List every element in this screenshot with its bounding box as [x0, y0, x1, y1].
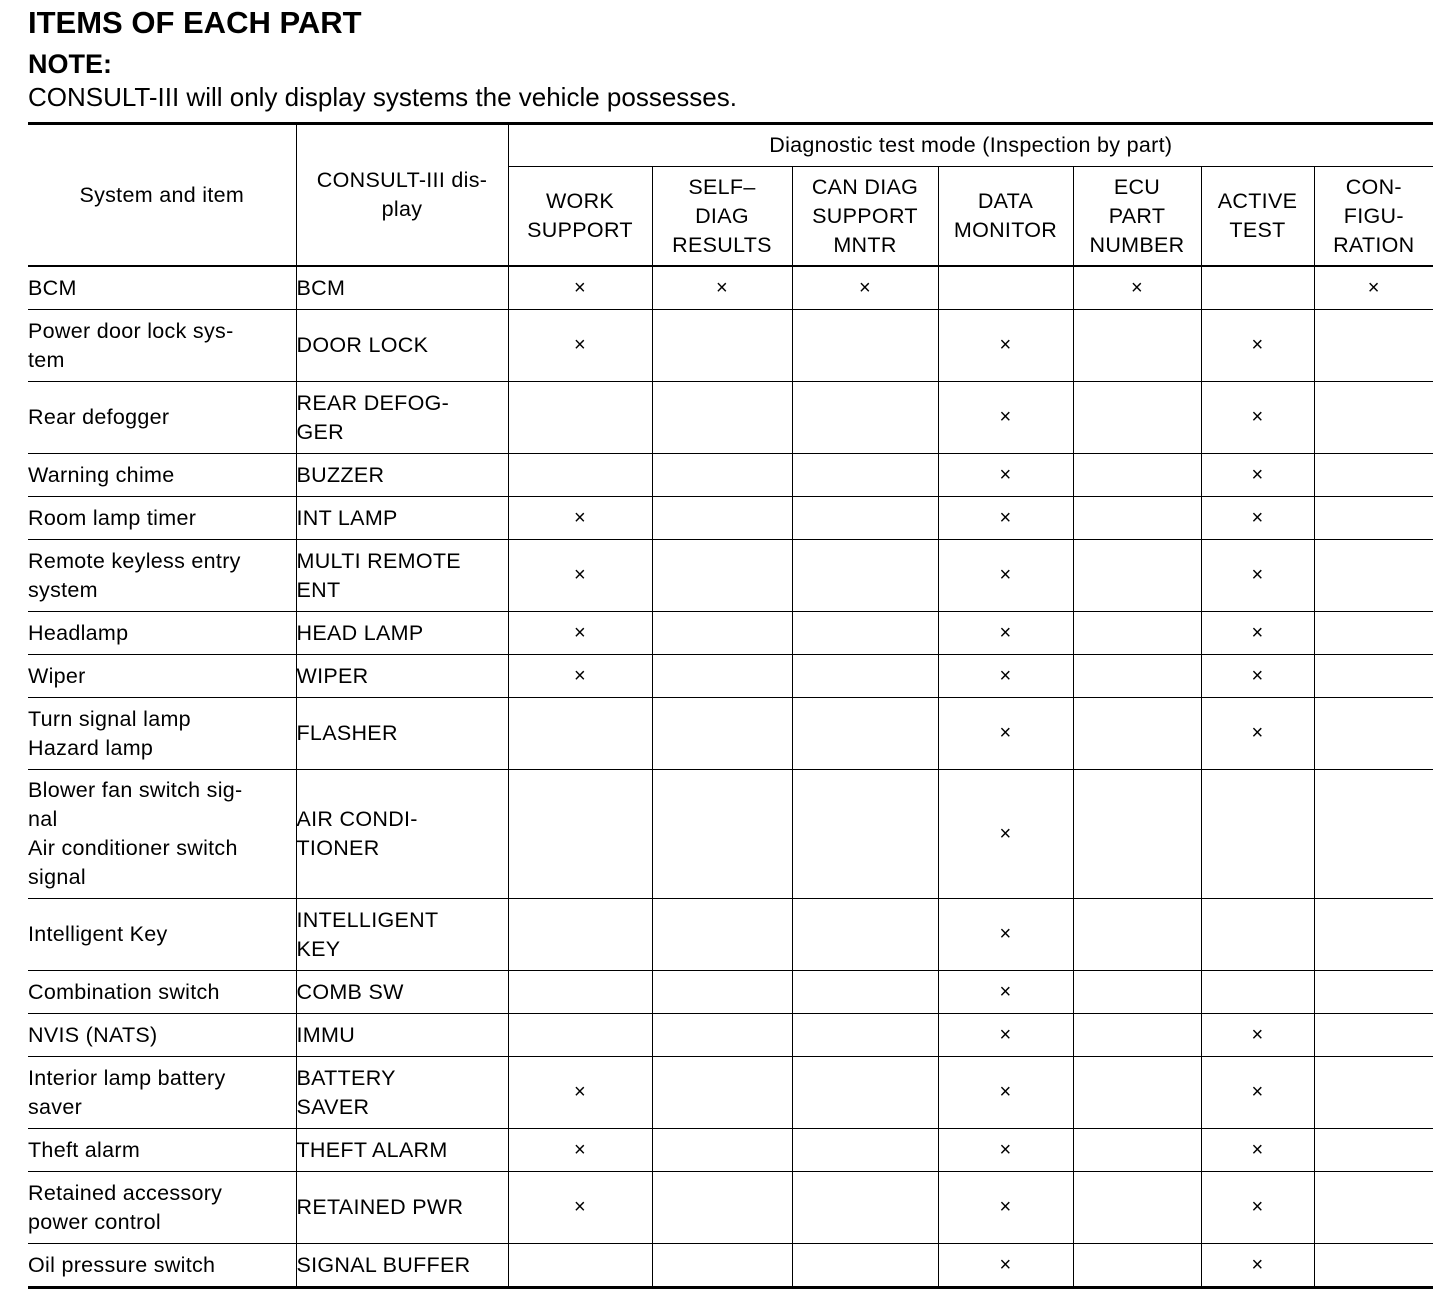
mark-cell-self-diag-results [652, 266, 792, 310]
mark-cell-active-test [1201, 612, 1314, 655]
mark-cell-configuration [1314, 310, 1433, 382]
supported-mark: × [1367, 276, 1380, 299]
supported-mark: × [859, 276, 871, 299]
mark-cell-ecu-part-number [1073, 266, 1201, 310]
mark-cell-configuration [1314, 266, 1433, 310]
mark-cell-data-monitor [938, 899, 1073, 971]
table-row [28, 382, 1433, 454]
consult-display-cell: RETAINED PWR [296, 1172, 508, 1244]
supported-mark: × [999, 822, 1012, 845]
mark-cell-can-diag-support-mntr [792, 266, 938, 310]
mark-cell-data-monitor [938, 971, 1073, 1014]
consult-display-cell: DOOR LOCK [296, 310, 508, 382]
consult-display-cell: SIGNAL BUFFER [296, 1244, 508, 1288]
mark-cell-ecu-part-number [1073, 1244, 1201, 1288]
system-item-cell: Theft alarm [28, 1129, 296, 1172]
system-item-cell: BCM [28, 266, 296, 310]
mark-cell-self-diag-results [652, 1014, 792, 1057]
mark-cell-can-diag-support-mntr [792, 612, 938, 655]
table-row [28, 899, 1433, 971]
mark-cell-self-diag-results [652, 899, 792, 971]
system-item-cell: Combination switch [28, 971, 296, 1014]
supported-mark: × [716, 276, 728, 299]
mark-cell-work-support [508, 698, 652, 770]
mark-cell-work-support [508, 1244, 652, 1288]
supported-mark: × [574, 1138, 586, 1161]
mark-cell-active-test [1201, 266, 1314, 310]
page-title: ITEMS OF EACH PART [28, 5, 362, 40]
mark-cell-active-test [1201, 540, 1314, 612]
mark-cell-work-support [508, 310, 652, 382]
mark-cell-configuration [1314, 1129, 1433, 1172]
mark-cell-self-diag-results [652, 382, 792, 454]
mark-cell-self-diag-results [652, 1172, 792, 1244]
column-header-data-monitor: DATA MONITOR [938, 167, 1073, 267]
consult-display-cell: IMMU [296, 1014, 508, 1057]
mark-cell-ecu-part-number [1073, 540, 1201, 612]
consult-display-cell: FLASHER [296, 698, 508, 770]
mark-cell-data-monitor [938, 612, 1073, 655]
system-item-cell: Interior lamp battery saver [28, 1057, 296, 1129]
mark-cell-ecu-part-number [1073, 497, 1201, 540]
consult-display-cell: INT LAMP [296, 497, 508, 540]
supported-mark: × [574, 1081, 586, 1103]
column-header-ecu-part-number: ECU PART NUMBER [1073, 167, 1201, 267]
mark-cell-configuration [1314, 497, 1433, 540]
mark-cell-self-diag-results [652, 1129, 792, 1172]
mark-cell-data-monitor [938, 497, 1073, 540]
supported-mark: × [1251, 463, 1264, 486]
mark-cell-ecu-part-number [1073, 698, 1201, 770]
mark-cell-can-diag-support-mntr [792, 698, 938, 770]
table-row [28, 612, 1433, 655]
mark-cell-can-diag-support-mntr [792, 899, 938, 971]
mark-cell-data-monitor [938, 770, 1073, 899]
supported-mark: × [999, 980, 1012, 1003]
column-header-active-test: ACTIVE TEST [1201, 167, 1314, 267]
mark-cell-work-support [508, 655, 652, 698]
system-item-cell: Remote keyless entry system [28, 540, 296, 612]
supported-mark: × [999, 1081, 1012, 1103]
mark-cell-data-monitor [938, 382, 1073, 454]
system-item-cell: Headlamp [28, 612, 296, 655]
supported-mark: × [999, 923, 1012, 945]
mark-cell-data-monitor [938, 310, 1073, 382]
mark-cell-self-diag-results [652, 612, 792, 655]
mark-cell-data-monitor [938, 1244, 1073, 1288]
system-item-cell: Power door lock sys- tem [28, 310, 296, 382]
mark-cell-configuration [1314, 655, 1433, 698]
supported-mark: × [574, 664, 586, 687]
supported-mark: × [999, 621, 1012, 644]
consult-display-cell: HEAD LAMP [296, 612, 508, 655]
mark-cell-data-monitor [938, 698, 1073, 770]
column-header-system [28, 124, 296, 267]
table-row [28, 1172, 1433, 1244]
mark-cell-can-diag-support-mntr [792, 1172, 938, 1244]
mark-cell-self-diag-results [652, 1057, 792, 1129]
mark-cell-work-support [508, 1172, 652, 1244]
supported-mark: × [999, 1023, 1012, 1046]
note-label: NOTE: [28, 49, 112, 79]
mark-cell-configuration [1314, 1244, 1433, 1288]
table-row [28, 266, 1433, 310]
column-group-header: Diagnostic test mode (Inspection by part) [508, 124, 1433, 167]
mark-cell-can-diag-support-mntr [792, 1057, 938, 1129]
mark-cell-ecu-part-number [1073, 454, 1201, 497]
mark-cell-work-support [508, 540, 652, 612]
supported-mark: × [1251, 334, 1264, 356]
supported-mark: × [1251, 621, 1264, 644]
supported-mark: × [1251, 1138, 1264, 1161]
mark-cell-can-diag-support-mntr [792, 310, 938, 382]
mark-cell-data-monitor [938, 655, 1073, 698]
consult-display-cell: AIR CONDI- TIONER [296, 770, 508, 899]
supported-mark: × [999, 406, 1012, 428]
mark-cell-active-test [1201, 1057, 1314, 1129]
mark-cell-configuration [1314, 770, 1433, 899]
mark-cell-configuration [1314, 1014, 1433, 1057]
column-header-display-text: CONSULT-III dis- play [316, 168, 488, 221]
system-item-cell: Retained accessory power control [28, 1172, 296, 1244]
system-item-cell: Room lamp timer [28, 497, 296, 540]
mark-cell-active-test [1201, 698, 1314, 770]
table-row [28, 655, 1433, 698]
mark-cell-can-diag-support-mntr [792, 1244, 938, 1288]
system-item-cell: Wiper [28, 655, 296, 698]
mark-cell-configuration [1314, 1172, 1433, 1244]
column-header-system-text: System and item [79, 182, 245, 207]
mark-cell-work-support [508, 612, 652, 655]
consult-display-cell: INTELLIGENT KEY [296, 899, 508, 971]
supported-mark: × [999, 1138, 1012, 1161]
consult-display-cell: COMB SW [296, 971, 508, 1014]
mark-cell-configuration [1314, 899, 1433, 971]
mark-cell-ecu-part-number [1073, 1014, 1201, 1057]
system-item-cell: Warning chime [28, 454, 296, 497]
system-item-cell: Oil pressure switch [28, 1244, 296, 1288]
consult-display-cell: BUZZER [296, 454, 508, 497]
mark-cell-configuration [1314, 454, 1433, 497]
mark-cell-work-support [508, 770, 652, 899]
mark-cell-can-diag-support-mntr [792, 655, 938, 698]
supported-mark: × [999, 506, 1012, 529]
table-row [28, 1057, 1433, 1129]
supported-mark: × [574, 1196, 586, 1218]
table-body [28, 266, 1433, 1288]
mark-cell-data-monitor [938, 1129, 1073, 1172]
mark-cell-configuration [1314, 971, 1433, 1014]
supported-mark: × [999, 463, 1012, 486]
supported-mark: × [574, 506, 586, 529]
mark-cell-active-test [1201, 1129, 1314, 1172]
mark-cell-can-diag-support-mntr [792, 382, 938, 454]
supported-mark: × [999, 1253, 1012, 1276]
mark-cell-can-diag-support-mntr [792, 540, 938, 612]
mark-cell-can-diag-support-mntr [792, 497, 938, 540]
table-row [28, 770, 1433, 899]
column-header-work-support: WORK SUPPORT [508, 167, 652, 267]
mark-cell-can-diag-support-mntr [792, 1129, 938, 1172]
supported-mark: × [999, 334, 1012, 356]
table-row [28, 310, 1433, 382]
supported-mark: × [1251, 1023, 1264, 1046]
mark-cell-active-test [1201, 770, 1314, 899]
table-row [28, 698, 1433, 770]
mark-cell-self-diag-results [652, 971, 792, 1014]
column-header-display [296, 124, 508, 267]
mark-cell-work-support [508, 454, 652, 497]
mark-cell-ecu-part-number [1073, 612, 1201, 655]
consult-display-cell: REAR DEFOG- GER [296, 382, 508, 454]
column-header-can-diag-support-mntr: CAN DIAG SUPPORT MNTR [792, 167, 938, 267]
mark-cell-ecu-part-number [1073, 1129, 1201, 1172]
table-row [28, 1129, 1433, 1172]
mark-cell-active-test [1201, 655, 1314, 698]
mark-cell-configuration [1314, 540, 1433, 612]
system-item-cell: Intelligent Key [28, 899, 296, 971]
mark-cell-can-diag-support-mntr [792, 1014, 938, 1057]
mark-cell-ecu-part-number [1073, 770, 1201, 899]
mark-cell-work-support [508, 1014, 652, 1057]
mark-cell-active-test [1201, 310, 1314, 382]
table-row [28, 1244, 1433, 1288]
supported-mark: × [1251, 564, 1264, 586]
mark-cell-configuration [1314, 382, 1433, 454]
mark-cell-work-support [508, 899, 652, 971]
supported-mark: × [1251, 506, 1264, 529]
items-table [28, 122, 1433, 1289]
mark-cell-work-support [508, 1129, 652, 1172]
system-item-cell: Rear defogger [28, 382, 296, 454]
table-row [28, 971, 1433, 1014]
mark-cell-active-test [1201, 1172, 1314, 1244]
mark-cell-data-monitor [938, 1014, 1073, 1057]
mark-cell-ecu-part-number [1073, 382, 1201, 454]
header-row-group [28, 124, 1433, 167]
supported-mark: × [1251, 1253, 1264, 1276]
mark-cell-ecu-part-number [1073, 655, 1201, 698]
supported-mark: × [999, 1196, 1012, 1218]
supported-mark: × [999, 564, 1012, 586]
mark-cell-ecu-part-number [1073, 1057, 1201, 1129]
mark-cell-data-monitor [938, 266, 1073, 310]
supported-mark: × [574, 334, 586, 356]
mark-cell-active-test [1201, 1014, 1314, 1057]
system-item-cell: Blower fan switch sig- nal Air conditioner switch signal [28, 770, 296, 899]
mark-cell-self-diag-results [652, 698, 792, 770]
mark-cell-configuration [1314, 1057, 1433, 1129]
mark-cell-work-support [508, 382, 652, 454]
consult-display-cell: THEFT ALARM [296, 1129, 508, 1172]
mark-cell-self-diag-results [652, 454, 792, 497]
mark-cell-work-support [508, 497, 652, 540]
table-row [28, 540, 1433, 612]
consult-display-cell: BCM [296, 266, 508, 310]
mark-cell-data-monitor [938, 454, 1073, 497]
mark-cell-ecu-part-number [1073, 899, 1201, 971]
mark-cell-work-support [508, 266, 652, 310]
mark-cell-configuration [1314, 698, 1433, 770]
mark-cell-work-support [508, 971, 652, 1014]
mark-cell-configuration [1314, 612, 1433, 655]
supported-mark: × [999, 664, 1012, 687]
system-item-cell: Turn signal lamp Hazard lamp [28, 698, 296, 770]
mark-cell-work-support [508, 1057, 652, 1129]
consult-display-cell: WIPER [296, 655, 508, 698]
mark-cell-active-test [1201, 899, 1314, 971]
system-item-cell: NVIS (NATS) [28, 1014, 296, 1057]
table-row [28, 497, 1433, 540]
mark-cell-active-test [1201, 1244, 1314, 1288]
supported-mark: × [1251, 1196, 1264, 1218]
mark-cell-self-diag-results [652, 655, 792, 698]
supported-mark: × [574, 564, 586, 586]
consult-display-cell: MULTI REMOTE ENT [296, 540, 508, 612]
mark-cell-self-diag-results [652, 770, 792, 899]
mark-cell-active-test [1201, 971, 1314, 1014]
mark-cell-can-diag-support-mntr [792, 454, 938, 497]
mark-cell-self-diag-results [652, 1244, 792, 1288]
mark-cell-data-monitor [938, 1172, 1073, 1244]
supported-mark: × [1131, 276, 1143, 299]
supported-mark: × [1251, 722, 1264, 744]
table-row [28, 1014, 1433, 1057]
mark-cell-data-monitor [938, 540, 1073, 612]
supported-mark: × [574, 621, 586, 644]
supported-mark: × [1251, 406, 1264, 428]
supported-mark: × [1251, 664, 1264, 687]
mark-cell-can-diag-support-mntr [792, 770, 938, 899]
mark-cell-ecu-part-number [1073, 310, 1201, 382]
supported-mark: × [1251, 1081, 1264, 1103]
table-row [28, 454, 1433, 497]
column-header-configuration: CON- FIGU- RATION [1314, 167, 1433, 267]
mark-cell-ecu-part-number [1073, 1172, 1201, 1244]
mark-cell-ecu-part-number [1073, 971, 1201, 1014]
mark-cell-self-diag-results [652, 310, 792, 382]
mark-cell-self-diag-results [652, 497, 792, 540]
consult-display-cell: BATTERY SAVER [296, 1057, 508, 1129]
column-header-self-diag-results: SELF– DIAG RESULTS [652, 167, 792, 267]
mark-cell-active-test [1201, 497, 1314, 540]
mark-cell-can-diag-support-mntr [792, 971, 938, 1014]
mark-cell-active-test [1201, 382, 1314, 454]
mark-cell-data-monitor [938, 1057, 1073, 1129]
note-text: CONSULT-III will only display systems the vehicle possesses. [28, 82, 737, 112]
supported-mark: × [999, 722, 1012, 744]
mark-cell-self-diag-results [652, 540, 792, 612]
supported-mark: × [574, 276, 586, 299]
mark-cell-active-test [1201, 454, 1314, 497]
